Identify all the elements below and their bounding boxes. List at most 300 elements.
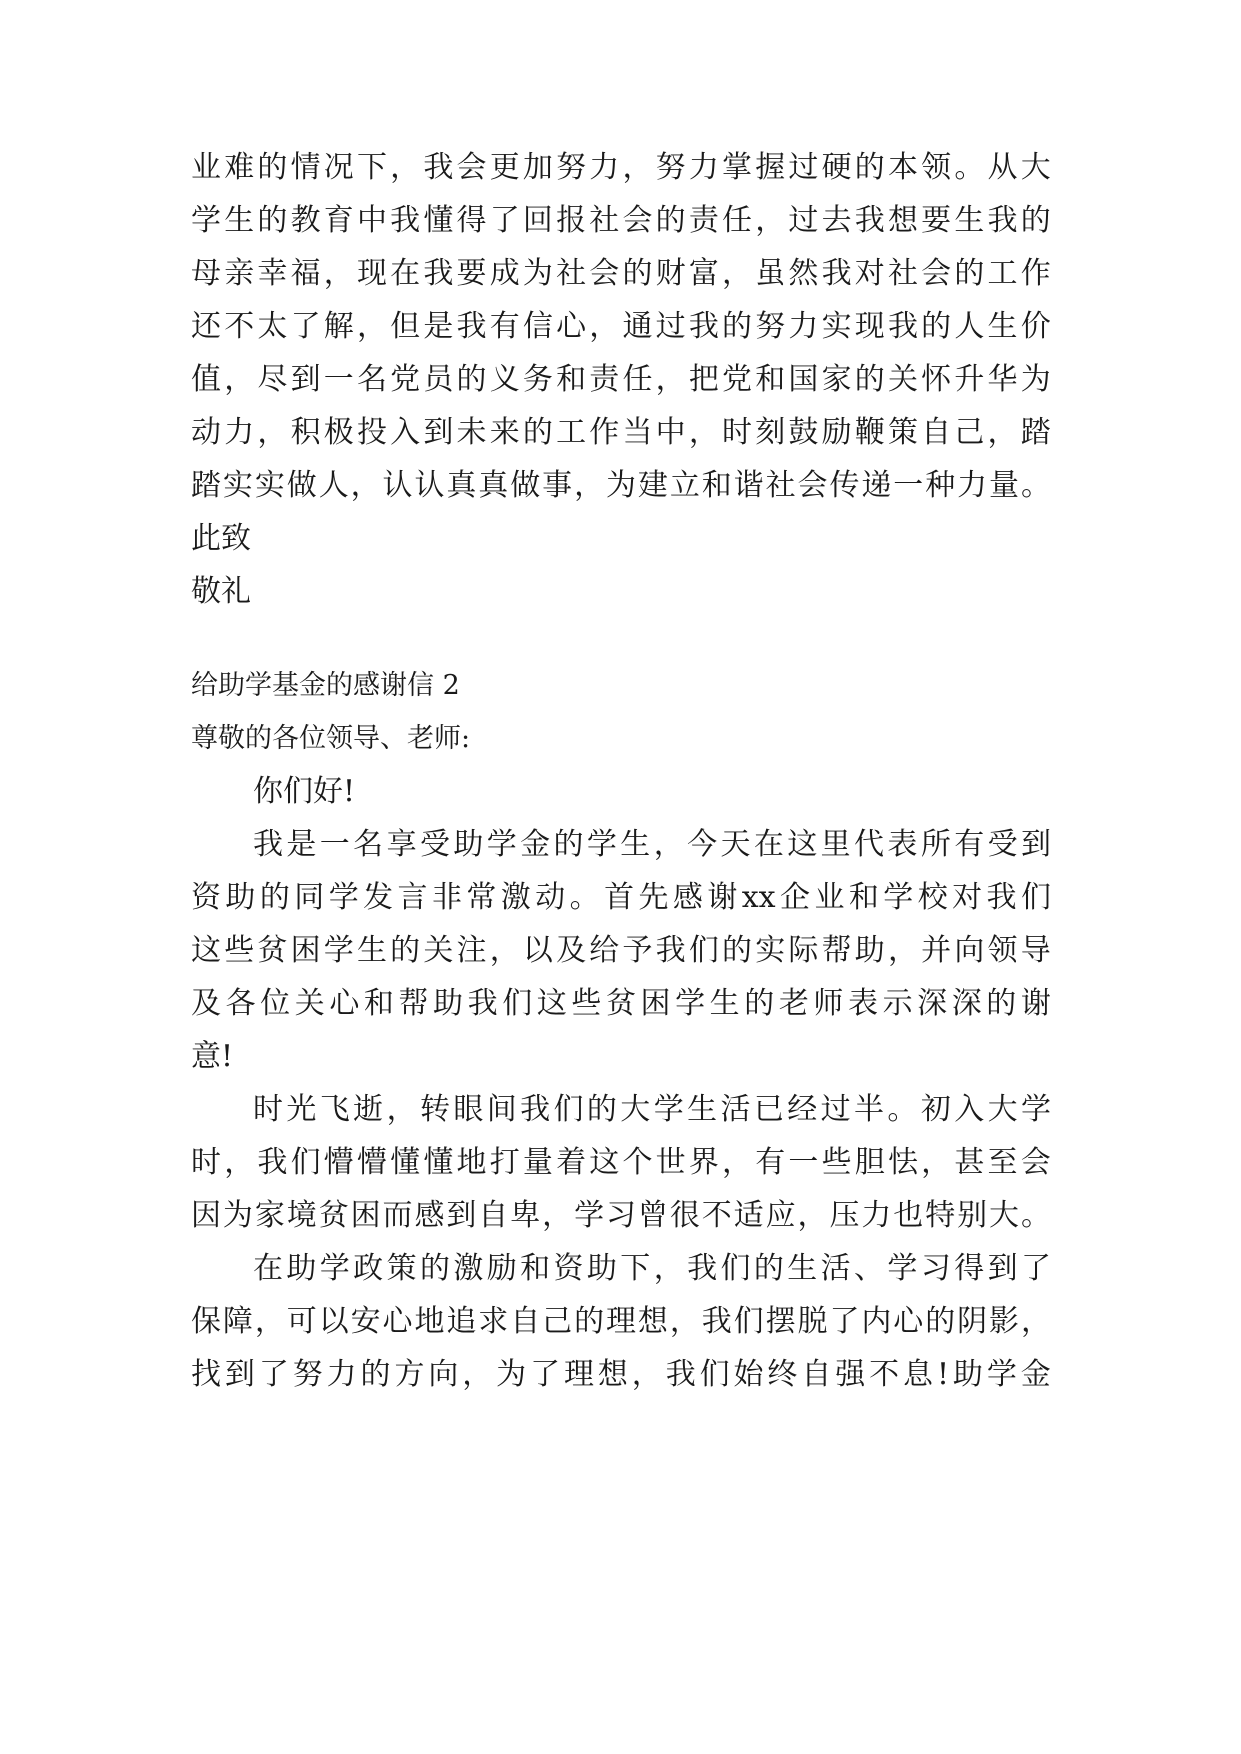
glyph: 终	[767, 1357, 798, 1392]
glyph: 教	[290, 203, 321, 238]
glyph: 把	[688, 362, 719, 397]
glyph: 发	[363, 880, 394, 915]
glyph: 各	[225, 986, 256, 1021]
glyph: 表	[847, 986, 878, 1021]
glyph: 未	[456, 415, 487, 450]
glyph: 找	[191, 1357, 221, 1392]
glyph: 怀	[921, 362, 952, 397]
glyph: ，	[350, 468, 381, 503]
glyph: 力	[788, 309, 819, 344]
glyph: 困	[290, 933, 321, 968]
glyph: 理	[563, 1357, 594, 1392]
glyph: 政	[353, 1251, 384, 1286]
glyph: 示	[882, 986, 913, 1021]
glyph: 保	[191, 1304, 221, 1339]
glyph: 我	[854, 203, 885, 238]
glyph: 可	[286, 1304, 317, 1339]
glyph: 不	[869, 1357, 900, 1392]
glyph: xx	[741, 880, 776, 915]
glyph: 己	[542, 1304, 573, 1339]
glyph: 下	[620, 1251, 651, 1286]
glyph: 自	[510, 1304, 541, 1339]
glyph: 的	[622, 256, 653, 291]
glyph: 社	[589, 203, 620, 238]
glyph: 我	[987, 203, 1018, 238]
glyph: 谐	[733, 468, 764, 503]
glyph: 懂	[423, 203, 454, 238]
glyph: 校	[917, 880, 948, 915]
glyph: 富	[688, 256, 719, 291]
glyph: 实	[254, 468, 285, 503]
glyph: 注	[456, 933, 487, 968]
glyph: 方	[394, 1357, 425, 1392]
glyph: 给	[589, 933, 620, 968]
glyph: 而	[382, 1198, 413, 1233]
glyph: ，	[542, 1198, 573, 1233]
letter-title-2: 给助学基金的感谢信 2	[191, 670, 460, 701]
glyph: 的	[259, 880, 290, 915]
glyph: 我	[423, 256, 454, 291]
glyph: 同	[294, 880, 325, 915]
glyph: 向	[954, 933, 985, 968]
glyph: 学	[653, 1092, 684, 1127]
glyph: 力	[589, 150, 620, 185]
glyph: 境	[286, 1198, 317, 1233]
para4-line-3	[191, 1355, 1051, 1395]
glyph: 们	[733, 1304, 764, 1339]
glyph: 我	[390, 203, 421, 238]
para2-line-5: 意!	[191, 1039, 234, 1074]
glyph: 一	[319, 827, 350, 862]
glyph: 个	[622, 1145, 653, 1180]
glyph: 们	[502, 986, 533, 1021]
glyph: 首	[604, 880, 635, 915]
glyph: 关	[887, 362, 918, 397]
glyph: 怯	[887, 1145, 918, 1180]
glyph: 贫	[318, 1198, 349, 1233]
glyph: 的	[655, 203, 686, 238]
glyph: 转	[419, 1092, 450, 1127]
glyph: 的	[925, 1304, 956, 1339]
glyph: 从	[987, 150, 1018, 185]
glyph: 更	[489, 150, 520, 185]
glyph: 的	[744, 986, 775, 1021]
para1-line-2	[191, 201, 1051, 241]
glyph: 的	[722, 309, 752, 344]
glyph: 和	[556, 362, 587, 397]
para2-line-2	[191, 878, 1051, 918]
glyph: 加	[522, 150, 553, 185]
glyph: 、	[854, 1251, 885, 1286]
glyph: 社	[556, 256, 587, 291]
glyph: 代	[854, 827, 885, 862]
glyph: 很	[669, 1198, 700, 1233]
glyph: 。	[1020, 1198, 1051, 1233]
glyph: 间	[486, 1092, 517, 1127]
glyph: 际	[788, 933, 819, 968]
glyph: 并	[921, 933, 952, 968]
glyph: 心	[893, 1304, 924, 1339]
glyph: 。	[1020, 468, 1051, 503]
glyph: 大	[989, 1198, 1020, 1233]
glyph: 想	[887, 203, 918, 238]
glyph: 到	[224, 1357, 255, 1392]
glyph: 义	[489, 362, 520, 397]
glyph: 做	[510, 468, 541, 503]
glyph: 激	[500, 880, 531, 915]
glyph: 谢	[707, 880, 738, 915]
glyph: 习	[605, 1198, 636, 1233]
glyph: 内	[861, 1304, 892, 1339]
glyph: 了	[829, 1304, 860, 1339]
glyph: 助	[854, 933, 885, 968]
glyph: 人	[318, 468, 349, 503]
glyph: 业	[814, 880, 845, 915]
glyph: 了	[290, 309, 321, 344]
glyph: 活	[720, 1092, 751, 1127]
glyph: 帮	[398, 986, 429, 1021]
glyph: 了	[530, 1357, 561, 1392]
glyph: 认	[382, 468, 413, 503]
glyph: 学	[883, 880, 914, 915]
glyph: 生	[709, 986, 740, 1021]
glyph: 回	[522, 203, 553, 238]
glyph: 地	[456, 1145, 487, 1180]
glyph: 想	[597, 1357, 628, 1392]
glyph: 懵	[356, 1145, 387, 1180]
glyph: 努	[655, 150, 686, 185]
glyph: 今	[687, 827, 718, 862]
glyph: 地	[414, 1304, 445, 1339]
glyph: 我	[665, 1357, 696, 1392]
glyph: 激	[453, 1251, 484, 1286]
glyph: 这	[191, 933, 221, 968]
glyph: 会	[456, 150, 487, 185]
glyph: 们	[699, 1357, 730, 1392]
glyph: 社	[887, 256, 918, 291]
glyph: 为	[605, 468, 636, 503]
para1-line-6	[191, 413, 1051, 453]
glyph: 半	[854, 1092, 885, 1127]
glyph: 金	[1020, 1357, 1051, 1392]
glyph: 不	[701, 1198, 732, 1233]
glyph: 生	[687, 1092, 718, 1127]
glyph: 曾	[637, 1198, 668, 1233]
glyph: 华	[987, 362, 1018, 397]
glyph: 策	[887, 415, 918, 450]
glyph: 言	[397, 880, 428, 915]
glyph: 初	[920, 1092, 951, 1127]
glyph: 然	[788, 256, 819, 291]
glyph: 的	[722, 933, 752, 968]
glyph: 位	[260, 986, 291, 1021]
glyph: 对	[952, 880, 983, 915]
glyph: 以	[522, 933, 553, 968]
glyph: 们	[290, 1145, 321, 1180]
glyph: 动	[535, 880, 566, 915]
glyph: 想	[637, 1304, 668, 1339]
glyph: 们	[553, 1092, 584, 1127]
glyph: 为	[496, 1357, 527, 1392]
glyph: ，	[589, 309, 620, 344]
glyph: 况	[323, 150, 354, 185]
glyph: 谢	[1020, 986, 1051, 1021]
glyph: 时	[191, 1145, 221, 1180]
glyph: 懵	[323, 1145, 354, 1180]
glyph: ，	[631, 1357, 662, 1392]
glyph: 名	[356, 362, 387, 397]
glyph: 实	[755, 933, 786, 968]
glyph: 。	[954, 150, 985, 185]
glyph: 阴	[957, 1304, 988, 1339]
salutation: 尊敬的各位领导、老师:	[191, 723, 471, 754]
glyph: 的	[921, 309, 952, 344]
glyph: 压	[829, 1198, 860, 1233]
glyph: 先	[638, 880, 669, 915]
glyph: 飞	[319, 1092, 350, 1127]
glyph: 到	[987, 1251, 1018, 1286]
glyph: 也	[893, 1198, 924, 1233]
glyph: 党	[722, 362, 752, 397]
glyph: 我	[986, 880, 1017, 915]
glyph: 应	[765, 1198, 796, 1233]
glyph: 任	[722, 203, 752, 238]
glyph: 时	[722, 415, 752, 450]
glyph: 贫	[257, 933, 288, 968]
greeting: 你们好!	[253, 774, 356, 809]
glyph: 得	[954, 1251, 985, 1286]
glyph: 领	[987, 933, 1018, 968]
glyph: 的	[257, 150, 288, 185]
glyph: 员	[423, 362, 454, 397]
glyph: 家	[821, 362, 852, 397]
glyph: 一	[788, 1145, 819, 1180]
glyph: 的	[574, 1304, 605, 1339]
glyph: 学	[486, 827, 517, 862]
glyph: 和	[755, 362, 786, 397]
glyph: 还	[191, 309, 221, 344]
para4-line-1	[253, 1249, 1051, 1289]
glyph: 己	[954, 415, 985, 450]
glyph: 甚	[954, 1145, 985, 1180]
glyph: 量	[522, 1145, 553, 1180]
glyph: 幸	[257, 256, 288, 291]
glyph: 予	[622, 933, 653, 968]
glyph: 为	[222, 1198, 253, 1233]
glyph: 强	[835, 1357, 866, 1392]
glyph: ，	[390, 150, 421, 185]
glyph: ，	[1020, 1304, 1051, 1339]
glyph: ，	[987, 415, 1018, 450]
glyph: 但	[390, 309, 421, 344]
glyph: 着	[556, 1145, 587, 1180]
para3-line-3	[191, 1196, 1051, 1236]
glyph: 些	[224, 933, 255, 968]
glyph: 为	[1020, 362, 1051, 397]
glyph: 光	[286, 1092, 317, 1127]
glyph: 金	[520, 827, 551, 862]
glyph: 打	[489, 1145, 520, 1180]
glyph: 学	[319, 1251, 350, 1286]
glyph: 向	[428, 1357, 459, 1392]
glyph: 亲	[224, 256, 255, 291]
glyph: 的	[1020, 203, 1051, 238]
glyph: 入	[954, 1092, 985, 1127]
glyph: 我	[467, 986, 498, 1021]
glyph: 力	[957, 468, 988, 503]
glyph: 学	[328, 880, 359, 915]
glyph: 要	[921, 203, 952, 238]
glyph: 大	[620, 1092, 651, 1127]
glyph: 以	[318, 1304, 349, 1339]
glyph: 传	[829, 468, 860, 503]
glyph: 及	[556, 933, 587, 968]
glyph: 掌	[722, 150, 752, 185]
glyph: 学	[586, 827, 617, 862]
glyph: 值	[191, 362, 221, 397]
glyph: 了	[1020, 1251, 1051, 1286]
glyph: 责	[688, 203, 719, 238]
glyph: 递	[861, 468, 892, 503]
glyph: 励	[821, 415, 852, 450]
glyph: 鼓	[788, 415, 819, 450]
glyph: 。	[887, 1092, 918, 1127]
glyph: 报	[556, 203, 587, 238]
glyph: 责	[589, 362, 620, 397]
glyph: 自	[801, 1357, 832, 1392]
glyph: ，	[797, 1198, 828, 1233]
glyph: 学	[1020, 1092, 1051, 1127]
glyph: 生	[620, 827, 651, 862]
glyph: 心	[556, 309, 587, 344]
glyph: 习	[920, 1251, 951, 1286]
glyph: 胆	[854, 1145, 885, 1180]
glyph: ，	[887, 933, 918, 968]
glyph: 社	[765, 468, 796, 503]
glyph: ，	[669, 1304, 700, 1339]
glyph: 贫	[605, 986, 636, 1021]
glyph: 特	[925, 1198, 956, 1233]
glyph: 天	[720, 827, 751, 862]
glyph: 所	[920, 827, 951, 862]
glyph: 帮	[821, 933, 852, 968]
glyph: 来	[489, 415, 520, 450]
glyph: 这	[589, 1145, 620, 1180]
glyph: ，	[462, 1357, 493, 1392]
glyph: 太	[257, 309, 288, 344]
glyph: 任	[622, 362, 653, 397]
glyph: 的	[854, 150, 885, 185]
glyph: 安	[350, 1304, 381, 1339]
glyph: 踏	[1020, 415, 1051, 450]
glyph: 受	[419, 827, 450, 862]
glyph: 会	[622, 203, 653, 238]
para4-line-2	[191, 1302, 1051, 1342]
glyph: 学	[191, 203, 221, 238]
glyph: 资	[553, 1251, 584, 1286]
glyph: 极	[323, 415, 354, 450]
para2-line-1	[253, 825, 1051, 865]
glyph: 入	[390, 415, 421, 450]
glyph: 我	[687, 1251, 718, 1286]
glyph: 里	[820, 827, 851, 862]
glyph: 这	[536, 986, 567, 1021]
glyph: 享	[386, 827, 417, 862]
glyph: 过	[788, 150, 819, 185]
glyph: 现	[854, 309, 885, 344]
glyph: 导	[1020, 933, 1051, 968]
glyph: ，	[224, 1145, 255, 1180]
glyph: 我	[423, 150, 454, 185]
glyph: 力	[224, 415, 255, 450]
glyph: 求	[478, 1304, 509, 1339]
glyph: 们	[688, 933, 719, 968]
glyph: ，	[323, 256, 354, 291]
glyph: ，	[257, 415, 288, 450]
glyph: 建	[637, 468, 668, 503]
glyph: 些	[821, 1145, 852, 1180]
glyph: ，	[356, 309, 387, 344]
glyph: 及	[191, 986, 221, 1021]
glyph: 育	[323, 203, 354, 238]
glyph: 的	[954, 256, 985, 291]
glyph: 有	[755, 1145, 786, 1180]
glyph: 过	[655, 309, 686, 344]
glyph: 生	[987, 309, 1018, 344]
glyph: 有	[954, 827, 985, 862]
glyph: 福	[290, 256, 321, 291]
glyph: 的	[553, 827, 584, 862]
glyph: 会	[589, 256, 620, 291]
glyph: 困	[640, 986, 671, 1021]
glyph: 在	[390, 256, 421, 291]
glyph: 的	[419, 1251, 450, 1286]
glyph: 作	[1020, 256, 1051, 291]
glyph: 策	[386, 1251, 417, 1286]
glyph: ，	[921, 1145, 952, 1180]
glyph: 学	[675, 986, 706, 1021]
glyph: 常	[466, 880, 497, 915]
glyph: 硬	[821, 150, 852, 185]
glyph: 学	[887, 1251, 918, 1286]
glyph: ，	[489, 933, 520, 968]
glyph: ，	[574, 468, 605, 503]
glyph: 做	[286, 468, 317, 503]
glyph: 种	[925, 468, 956, 503]
glyph: 受	[987, 827, 1018, 862]
glyph: 追	[446, 1304, 477, 1339]
glyph: 务	[522, 362, 553, 397]
glyph: 认	[414, 468, 445, 503]
glyph: 影	[989, 1304, 1020, 1339]
glyph: 有	[489, 309, 520, 344]
glyph: 息	[903, 1357, 934, 1392]
para1-line-7	[191, 466, 1051, 506]
glyph: 人	[954, 309, 985, 344]
glyph: 感	[672, 880, 703, 915]
glyph: 已	[753, 1092, 784, 1127]
glyph: 我	[701, 1304, 732, 1339]
glyph: 努	[755, 309, 786, 344]
glyph: 会	[921, 256, 952, 291]
glyph: ，	[655, 362, 686, 397]
glyph: 自	[478, 1198, 509, 1233]
para1-line-3	[191, 254, 1051, 294]
glyph: ，	[254, 1304, 285, 1339]
glyph: 大	[987, 1092, 1018, 1127]
glyph: ，	[653, 827, 684, 862]
glyph: 虽	[755, 256, 786, 291]
